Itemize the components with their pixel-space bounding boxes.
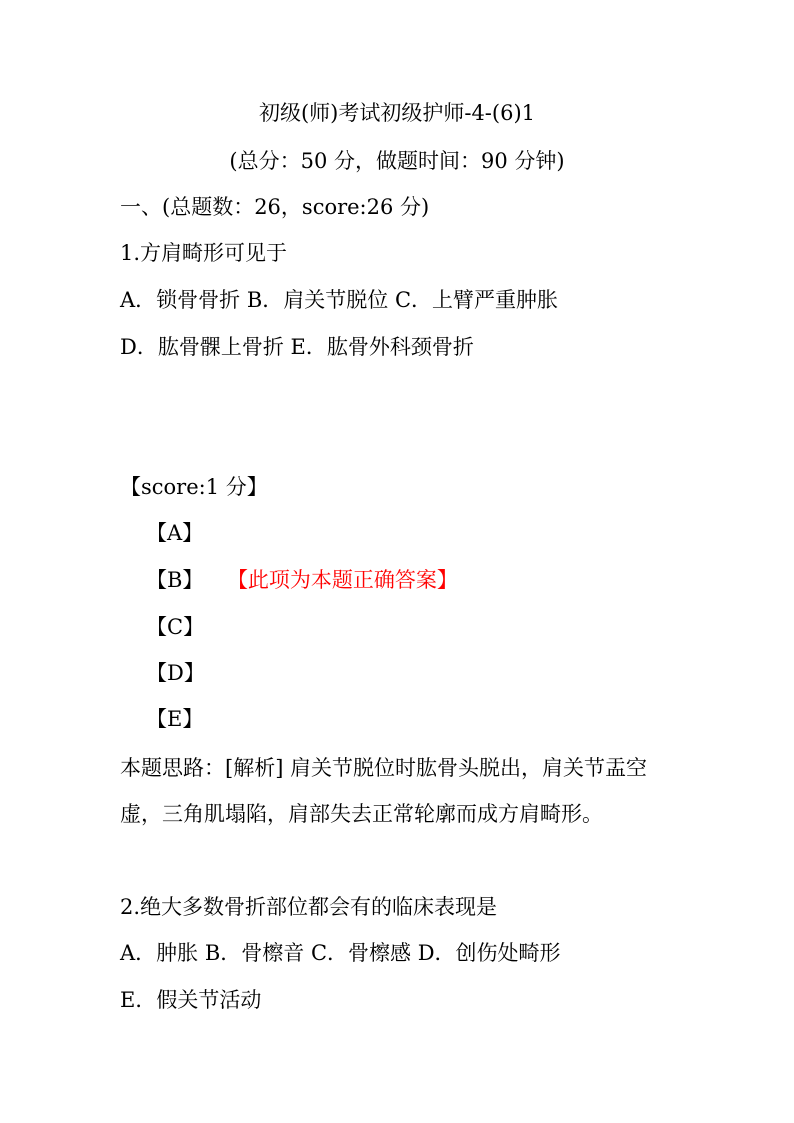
answer-option-a: [146, 523, 203, 544]
answer-option-e: [146, 709, 203, 730]
answer-option-label: 【C】: [146, 615, 205, 639]
answer-option-label: 【E】: [146, 707, 204, 731]
question-1-score: 【score:1 分】: [120, 475, 268, 499]
answer-option-c: [146, 617, 204, 638]
answer-option-b: [146, 570, 458, 591]
question-2-options-row-2: E．假关节活动: [120, 988, 262, 1012]
answer-option-d: [146, 663, 205, 684]
question-2-stem: 2.绝大多数骨折部位都会有的临床表现是: [120, 895, 498, 919]
question-1-options-row-2: D．肱骨髁上骨折 E．肱骨外科颈骨折: [120, 335, 474, 359]
answer-option-label: 【B】: [146, 568, 204, 592]
section-heading: 一、(总题数：26，score:26 分): [120, 195, 430, 219]
question-1-stem: 1.方肩畸形可见于: [120, 241, 288, 265]
question-1-analysis: 本题思路：[解析] 肩关节脱位时肱骨头脱出，肩关节盂空虚，三角肌塌陷，肩部失去正常轮廓而成方肩畸形。: [120, 756, 648, 826]
question-2-options-row-1: A．肿胀 B．骨檫音 C．骨檫感 D．创伤处畸形: [120, 941, 561, 965]
document-title: 初级(师)考试初级护师-4-(6)1: [258, 101, 536, 125]
question-1-options-row-1: A．锁骨骨折 B．肩关节脱位 C．上臂严重肿胀: [120, 288, 559, 312]
document-subtitle: (总分：50 分，做题时间：90 分钟): [229, 149, 565, 173]
correct-answer-note: 【此项为本题正确答案】: [237, 568, 458, 592]
answer-option-label: 【A】: [146, 521, 204, 545]
answer-option-label: 【D】: [146, 661, 205, 685]
